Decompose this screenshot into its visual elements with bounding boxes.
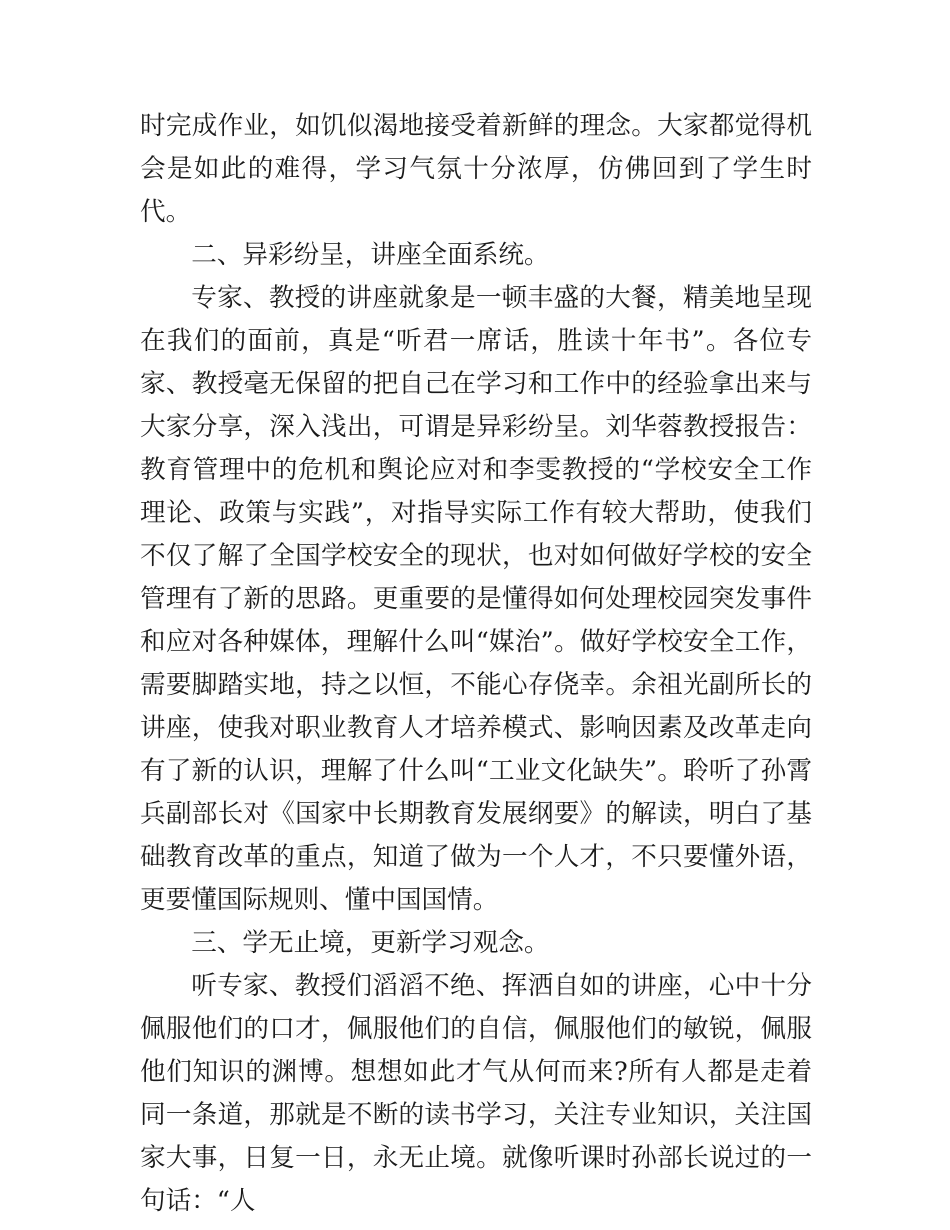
paragraph-learning: 听专家、教授们滔滔不绝、挥洒自如的讲座，心中十分佩服他们的口才，佩服他们的自信，佩服他们的敏锐，佩服他们知识的渊博。想想如此才气从何而来?所有人都是走着同一条道，那就是不断的读书学习，关注专业知识，关注国家大事，日复一日，永无止境。就像听课时孙部长说过的一句话：“人 [140,971,812,1216]
paragraph-continuation: 时完成作业，如饥似渴地接受着新鲜的理念。大家都觉得机会是如此的难得，学习气氛十分浓厚，仿佛回到了学生时代。 [140,111,812,227]
section-heading-2: 二、异彩纷呈，讲座全面系统。 [191,240,550,270]
document-body [140,105,812,1223]
section-heading-3: 三、学无止境，更新学习观念。 [191,928,550,958]
paragraph-lectures: 专家、教授的讲座就象是一顿丰盛的大餐，精美地呈现在我们的面前，真是“听君一席话，胜读十年书”。各位专家、教授毫无保留的把自己在学习和工作中的经验拿出来与大家分享，深入浅出，可谓是异彩纷呈。刘华蓉教授报告：教育管理中的危机和舆论应对和李雯教授的“学校安全工作理论、政策与实践”，对指导实际工作有较大帮助，使我们不仅了解了全国学校安全的现状，也对如何做好学校的安全管理有了新的思路。更重要的是懂得如何处理校园突发事件和应对各种媒体，理解什么叫“媒治”。做好学校安全工作，需要脚踏实地，持之以恒，不能心存侥幸。余祖光副所长的讲座，使我对职业教育人才培养模式、影响因素及改革走向有了新的认识，理解了什么叫“工业文化缺失”。聆听了孙霄兵副部长对《国家中长期教育发展纲要》的解读，明白了基础教育改革的重点，知道了做为一个人才，不只要懂外语，更要懂国际规则、懂中国国情。 [140,283,812,915]
